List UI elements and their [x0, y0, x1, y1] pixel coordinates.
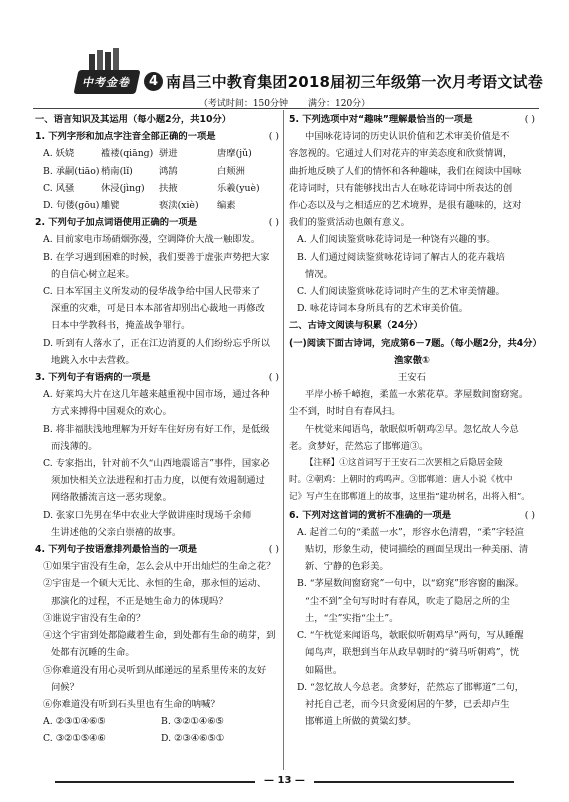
question-5-option-d: D. 咏花诗词本身所具有的艺术审美价值。 [297, 303, 469, 315]
question-2-option-b: B. 在学习遇到困难的时候，我们要善于虚张声势把大家 [43, 251, 270, 263]
question-6-stem: 6. 下列对这首词的赏析不准确的一项是 ( ) [289, 507, 535, 524]
question-4-options-ab: A. ②③①④⑥⑤ B. ③②①④⑥⑤ [43, 716, 224, 728]
question-6-option-d-cont: 邯郸道上所做的黄粱幻梦。 [305, 716, 417, 728]
header-title-row [144, 70, 543, 92]
right-column [289, 111, 542, 730]
answer-blank: ( ) [268, 217, 279, 229]
question-4-sentence: ⑤你难道没有用心灵听到从邮递远的星系里传来的友好 [43, 664, 267, 676]
question-4-stem: 4. 下列句子按语意排列最恰当的一项是 ( ) [35, 541, 279, 558]
question-2-option-c: C. 日本军国主义所发动的侵华战争给中国人民带来了 [43, 286, 261, 298]
question-3-option-b: B. 将非福肤浅地理解为开好车住好房有好工作，是低级 [43, 423, 270, 435]
question-2-option-a: A. 目前家电市场硝烟弥漫，空调降价大战一触即发。 [43, 234, 261, 246]
answer-blank: ( ) [268, 544, 279, 556]
question-6-option-b: B. “茅屋数间窗窈窕”一句中，以“窈窕”形容窗的幽深。 [297, 578, 524, 590]
question-2-option-d: D. 听到有人落水了，正在江边消夏的人们纷纷忘乎所以 [43, 337, 270, 349]
left-column [35, 111, 279, 748]
answer-blank: ( ) [524, 509, 535, 521]
question-5-passage: 作心态以及与之相适应的艺术境界，是很有趣味的，这对 [289, 200, 522, 212]
question-6-option-c-cont: 如隔世。 [305, 664, 343, 676]
answer-blank: ( ) [268, 131, 279, 143]
brand-logo [73, 70, 140, 94]
question-6-option-d: D. “忽忆故人今总老。贪梦好，茫然忘了邯郸道”二句， [297, 681, 525, 693]
question-4-sentence: 那演化的过程，不正是她生命力的体现吗？ [51, 595, 228, 607]
question-5-passage: 我们的鉴赏活动也颇有意义。 [289, 217, 410, 229]
poem-title: 渔家傲① [394, 354, 430, 366]
poem-annotation: 记》写卢生在邯郸道上的故事，这里指“建功树名，出将入相”。 [289, 492, 530, 503]
question-1-stem: 1. 下列字形和加点字注音全部正确的一项是 ( ) [35, 128, 279, 145]
question-6-option-c-cont: 闻鸟声，联想到当年从政早朝时的“骑马听朝鸡”，恍 [305, 647, 520, 659]
page-number: — 13 — [264, 775, 305, 786]
answer-blank: ( ) [268, 372, 279, 384]
question-3-option-c-cont: 网络散播流言这一恶劣现象。 [51, 492, 172, 504]
question-4-sentence: ①如果宇宙没有生命，怎么会从中开出灿烂的生命之花？ [43, 561, 276, 573]
question-2-option-b-cont: 的自信心树立起来。 [51, 268, 135, 280]
question-4-sentence: 处都有沉睡的生命。 [51, 647, 135, 659]
question-6-option-a-cont: 贴切，形象生动，使词描绘的画面呈现出一种美丽、清 [305, 544, 529, 556]
question-3-stem: 3. 下列句子有语病的一项是 ( ) [35, 369, 279, 386]
question-3-option-a: A. 好莱坞大片在这几年越来越重视中国市场，通过各种 [43, 389, 270, 401]
question-5-stem: 5. 下列选项中对“趣味”理解最恰当的一项是 ( ) [289, 111, 535, 128]
question-2-option-c-cont: 深重的灾难，可是日本本部省却别出心裁地一再修改 [51, 303, 265, 315]
subsection-1-heading: (一)阅读下面古诗词，完成第6－7题。（每小题2分，共4分） [289, 337, 542, 349]
section-1-heading: 一、语言知识及其运用（每小题2分，共10分） [35, 114, 232, 125]
question-5-passage: 中国咏花诗词的历史认识价值和艺术审美价值是不 [305, 131, 510, 143]
question-4-sentence: 问候？ [51, 681, 79, 693]
exam-time: （考试时间：150分钟 [198, 99, 288, 109]
question-5-passage: 花诗词时，只有能够找出古人在咏花诗词中所表达的创 [289, 182, 513, 194]
paper-number-badge: 4 [144, 72, 163, 91]
column-divider [283, 110, 284, 770]
question-3-option-d: D. 张家口先男在华中农业大学做讲座时现场千余师 [43, 509, 252, 521]
question-5-option-b-cont: 情况。 [305, 268, 333, 280]
question-1-option-c: C. 风骚 休浸(jìng) 扶掖 乐羲(yuè) [43, 182, 260, 194]
question-4-sentence: ⑥你难道没有听到石头里也有生命的呐喊？ [43, 698, 220, 710]
question-3-option-c: C. 专家指出，针对前不久“山西地震谣言”事件，国家必 [43, 458, 270, 470]
question-2-option-d-cont: 地跳入水中去营救。 [51, 354, 135, 366]
books-logo-icon [86, 48, 126, 72]
question-2-stem: 2. 下列句子加点词语使用正确的一项是 ( ) [35, 214, 279, 231]
question-6-option-a: A. 起首二句的“柔蓝一水”，形容水色清碧，“柔”字轻渲 [297, 526, 524, 538]
question-6-option-b-cont: 土，“尘”实指“尘土”。 [305, 612, 399, 624]
question-5-passage: 曲折地反映了人们的情怀和各种趣味，我们在阅读中国咏 [289, 165, 522, 177]
question-5-option-c: C. 人们阅读鉴赏咏花诗词时产生的艺术审美情趣。 [297, 286, 505, 298]
question-4-sentence: ②宇宙是一个硕大无比、永恒的生命，那永恒的运动、 [43, 578, 267, 590]
full-score: 满分：120分） [308, 99, 371, 109]
page-title: 南昌三中教育集团2018届初三年级第一次月考语文试卷 [166, 72, 543, 91]
question-6-option-b-cont: “尘不到”全句写时时有春风，吹走了隐居之所的尘 [305, 595, 510, 607]
question-5-option-b: B. 人们通过阅读鉴赏咏花诗词了解古人的花卉栽培 [297, 251, 505, 263]
poem-line: 老。贪梦好，茫然忘了邯郸道③。 [289, 440, 429, 452]
question-6-option-a-cont: 新、宁静的色彩美。 [305, 561, 389, 573]
question-1-option-d: D. 句偻(gōu) 雕甓 亵渎(xiè) 编素 [43, 200, 236, 212]
question-3-option-c-cont: 须加快相关立法进程和打击力度，以便有效遏制通过 [51, 475, 265, 487]
poem-annotation: 时。②朝鸡：上朝时的鸡鸣声。③邯郸道：唐人小说《枕中 [289, 475, 513, 486]
question-5-option-a: A. 人们阅读鉴赏咏花诗词是一种饶有兴趣的事。 [297, 234, 496, 246]
poem-line: 午枕觉来闻语鸟，欹眠似听朝鸡②早。忽忆故人今总 [305, 423, 519, 435]
question-4-sentence: ④这个宇宙到处都隐藏着生命，到处都有生命的萌芽，到 [43, 630, 276, 642]
question-1-option-b: B. 承嗣(tiāo) 梢南(lǐ) 鸿鹄 白颊洲 [43, 165, 245, 177]
brand-logo-text: 中考金卷 [81, 76, 133, 89]
question-3-option-b-cont: 而浅薄的。 [51, 440, 98, 452]
question-3-option-d-cont: 生讲述他的父亲白崇禧的故事。 [51, 526, 182, 538]
question-1-option-a: A. 妖娆 褴褛(qiāng) 骈进 唐摩(jǔ) [43, 148, 252, 160]
question-4-sentence: ③谁说宇宙没有生命的？ [43, 612, 146, 624]
poem-line: 尘不到，时时自有春风扫。 [289, 406, 401, 418]
answer-blank: ( ) [524, 114, 535, 125]
question-4-options-cd: C. ③②①⑤④⑥ D. ②③④⑥⑤① [43, 733, 225, 745]
poem-author: 王安石 [398, 372, 426, 384]
question-6-option-d-cont: 衬托自己老，而今只贪爱闲居的午梦，已丢却卢生 [305, 698, 510, 710]
question-6-option-c: C. “午枕觉来闻语鸟，欹眠似听朝鸡早”两句，写从睡醒 [297, 630, 524, 642]
question-5-passage: 容忽视的。它通过人们对花卉的审美态度和欣赏情调， [289, 148, 513, 160]
poem-annotation: 【注释】①这首词写于王安石二次罢相之后隐居金陵 [305, 458, 503, 469]
question-3-option-a-cont: 方式来搏得中国观众的欢心。 [51, 406, 172, 418]
question-2-option-c-cont: 日本中学教科书，掩盖战争罪行。 [51, 320, 191, 332]
section-2-heading: 二、古诗文阅读与积累（24分） [289, 320, 423, 332]
poem-line: 平岸小桥千嶂抱，柔蓝一水萦花草。茅屋数间窗窈窕。 [305, 389, 529, 401]
header-divider [33, 108, 539, 109]
